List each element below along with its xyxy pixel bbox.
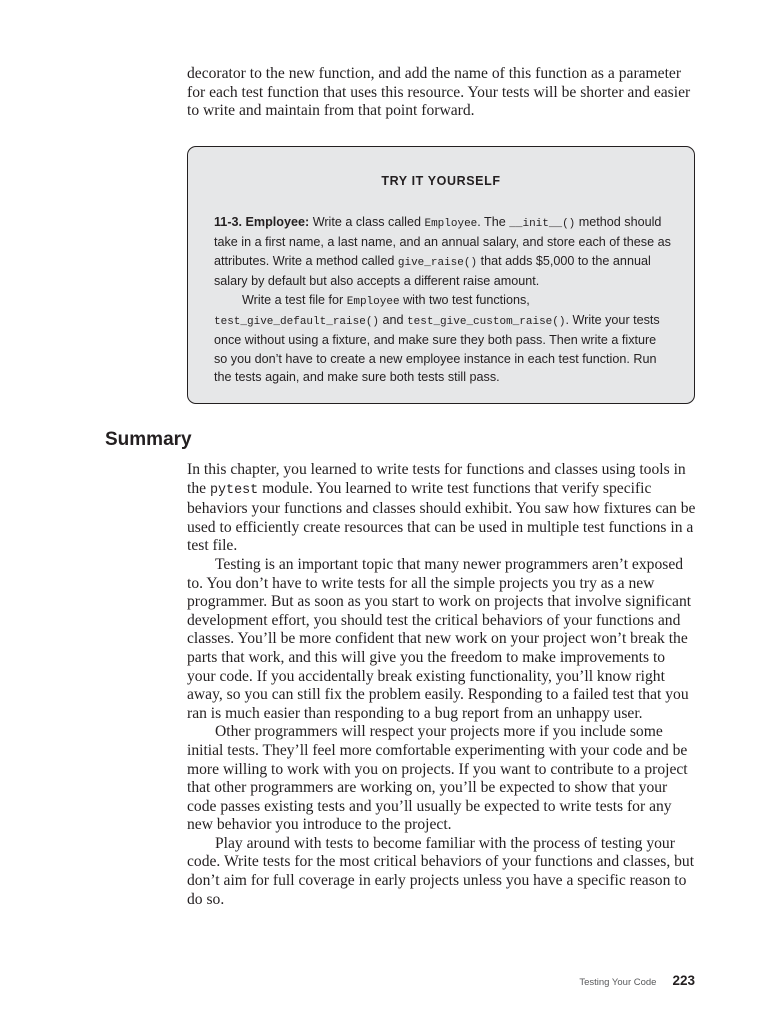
try-it-title: TRY IT YOURSELF: [381, 174, 501, 188]
summary-heading: Summary: [105, 429, 192, 450]
page-number: 223: [672, 973, 695, 988]
summary-body: [187, 461, 697, 909]
summary-paragraph-4: Play around with tests to become familiar with the process of testing your code. Write tests for the most critical behaviors of your functions and classes, but don’t aim for full coverage in early projects unless you have a specific reason to do so.: [187, 834, 695, 908]
code-test-give-default-raise: test_give_default_raise(): [214, 316, 380, 329]
exercise-text: with two test functions,: [403, 292, 530, 307]
summary-paragraph-2: Testing is an important topic that many newer programmers aren’t exposed to. You don’t have to write tests for all the simple projects you try as a new programmer. But as soon as you start to work on projects that involve significant development effort, you should test the critical behaviors of your functions and classes. You’ll be more confident that new work on your project won’t break the parts that work, and this will give you the freedom to make improvements to your code. If you accidentally break existing functionality, you’ll know right away, so you can still fix the problem easily. Responding to a failed test that you ran is much easier than responding to a bug report from an unhappy user.: [187, 555, 692, 722]
try-it-content: [214, 213, 672, 387]
exercise-text: that adds $5,000 to the annual salary by default but also accepts a different raise amount.: [214, 253, 651, 289]
code-employee-class: Employee: [424, 218, 478, 230]
exercise-text: and: [382, 313, 404, 328]
summary-text: In this chapter, you learned to write tests for functions and classes using tools in the: [187, 461, 686, 497]
exercise-text: Write a test file for: [242, 292, 344, 307]
summary-paragraph-3: Other programmers will respect your projects more if you include some initial tests. They’ll feel more comfortable experimenting with your code and be more willing to work with you on projects. If you want to contribute to a project that other programmers are working on, you’ll be expected to show that your code passes existing tests and you’ll usually be expected to write tests for any new behavior you introduce to the project.: [187, 723, 688, 834]
code-give-raise: give_raise(): [397, 256, 478, 269]
exercise-text: . Write your tests once without using a fixture, and make sure they both pass. Then write a fixture so you don’t have to create a new employee instance in each test function. Run the tests again, and make sure both tests still pass.: [214, 313, 660, 385]
code-init-method: __init__(): [509, 218, 576, 230]
running-title: Testing Your Code: [579, 977, 657, 988]
code-employee: Employee: [346, 295, 400, 308]
try-it-yourself-box: [187, 146, 695, 404]
summary-text: module. You learned to write test functions that verify specific behaviors your functions and classes should exhibit. You saw how fixtures can be used to efficiently create resources that can be used in multiple test functions in a test file.: [187, 479, 696, 555]
intro-paragraph: decorator to the new function, and add the name of this function as a parameter for each test function that uses this resource. Your tests will be shorter and easier to write and maintain from that point forward.: [187, 65, 691, 120]
exercise-label: 11-3. Employee:: [214, 215, 310, 229]
intro-paragraph-block: [187, 65, 697, 121]
page-footer: [579, 973, 695, 988]
exercise-text: Write a class called: [312, 215, 421, 229]
exercise-paragraph-1: [214, 213, 672, 291]
exercise-text: . The: [477, 215, 506, 229]
code-pytest: pytest: [209, 482, 259, 498]
code-test-give-custom-raise: test_give_custom_raise(): [407, 316, 566, 329]
summary-paragraph-1: [187, 461, 697, 556]
exercise-text: method should take in a first name, a last name, and an annual salary, and store each of these as attributes. Write a method called: [214, 215, 671, 268]
exercise-paragraph-2: [214, 291, 672, 387]
